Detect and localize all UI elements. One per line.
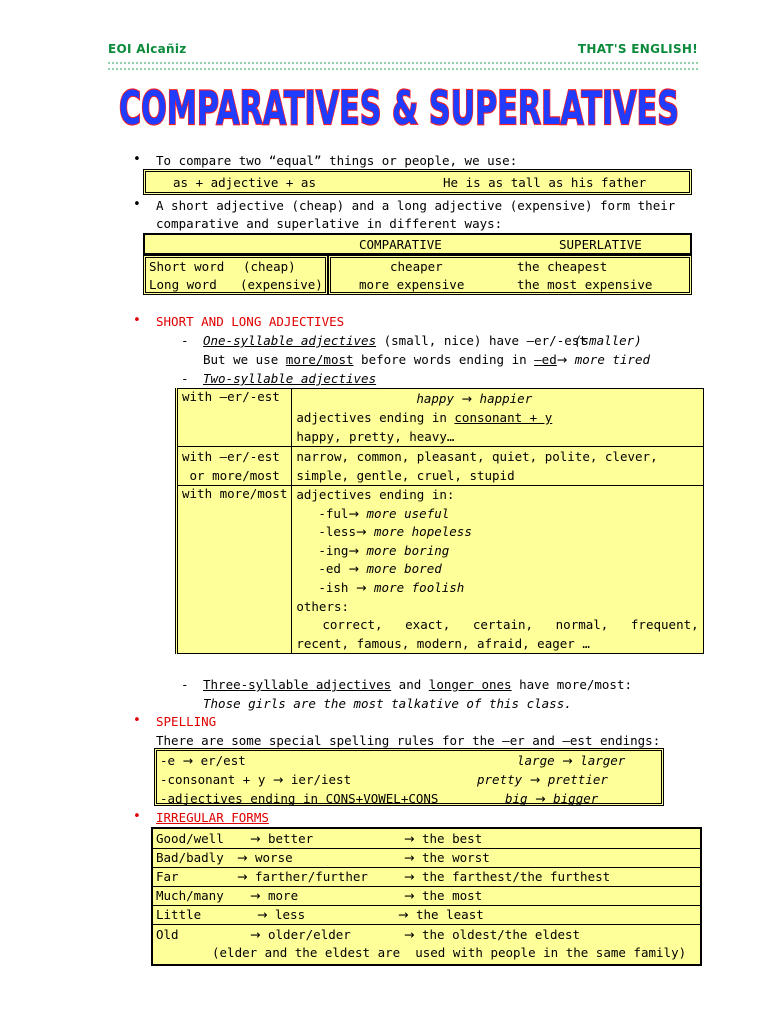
ending-suffix: -ing (318, 542, 349, 558)
irregular-superlative (404, 850, 490, 865)
comparative-value: worse (247, 850, 293, 865)
comparative-value: more (260, 888, 299, 903)
equal-formula: as + adjective + as (173, 175, 316, 190)
comparative-value: better (260, 831, 314, 846)
arrow-icon: → (250, 927, 261, 942)
elder-note: (elder and the eldest are used with people in the same family) (212, 945, 687, 960)
spelling-example (477, 772, 608, 787)
forms-header-row (143, 233, 692, 255)
long-superlative: the most expensive (517, 277, 653, 292)
others-heading: others: (296, 598, 350, 614)
comparative-value: older/elder (260, 927, 351, 942)
superlative-value: the oldest/the eldest (414, 927, 581, 942)
arrow-icon: → (461, 391, 473, 406)
ending-item (296, 505, 698, 524)
consonant-y-rule (296, 408, 698, 427)
col-comparative: COMPARATIVE (359, 237, 442, 252)
one-syllable-example: (smaller) (574, 333, 642, 348)
row-content (292, 447, 703, 486)
irregular-comparative (237, 850, 293, 865)
arrow-icon: → (237, 869, 248, 884)
ending-suffix: -less (318, 524, 356, 540)
ending-example: more hopeless (374, 524, 472, 540)
irregular-comparative (250, 927, 351, 942)
spelling-intro: There are some special spelling rules for the –er and –est endings: (156, 733, 661, 748)
but-prefix: But we use (203, 352, 286, 367)
ending-suffix: -ish (318, 579, 356, 595)
bullet-icon: • (133, 152, 141, 167)
spelling-example (505, 791, 598, 806)
but-example: more tired (567, 352, 651, 367)
arrow-icon: → (404, 927, 415, 942)
superlative-value: the farthest/the furthest (414, 869, 611, 884)
rule-ending: -consonant + y (160, 772, 266, 787)
example-base: big (505, 791, 528, 806)
others-list: recent, famous, modern, afraid, eager … (296, 635, 590, 651)
connector: and (391, 677, 429, 692)
row-label (177, 447, 292, 486)
arrow-icon: → (404, 888, 415, 903)
long-word-example: (expensive) (240, 277, 323, 292)
irregular-comparative (250, 888, 298, 903)
page-title (100, 72, 698, 142)
happy-comparative: happier (472, 391, 533, 406)
equal-box (143, 169, 692, 195)
arrow-icon: → (348, 561, 359, 577)
spelling-box (154, 748, 664, 806)
forms-intro-1: A short adjective (cheap) and a long adjective (expensive) form their (156, 198, 676, 213)
irregular-base: Good/well (156, 831, 224, 846)
irregular-base: Far (156, 869, 179, 884)
arrow-icon: → (257, 907, 268, 922)
arrow-icon: → (348, 542, 359, 558)
irregular-superlative (404, 831, 482, 846)
long-comparative: more expensive (359, 277, 465, 292)
rule-consonant-y: consonant + y (454, 410, 553, 425)
row-label-line: with –er/-est (182, 449, 280, 464)
table-row (153, 886, 700, 906)
example-list: narrow, common, pleasant, quiet, polite, clever, (296, 449, 658, 464)
short-word-label: Short word (149, 259, 225, 274)
three-syllable-label: Three-syllable adjectives (203, 677, 392, 692)
dash-icon: - (181, 333, 189, 348)
arrow-icon: → (529, 772, 541, 787)
example-result: prettier (540, 772, 608, 787)
comparative-value: farther/further (247, 869, 368, 884)
ending-item (296, 579, 698, 598)
spelling-heading: SPELLING (156, 714, 217, 729)
irregular-base: Old (156, 927, 179, 942)
one-syllable-label: One-syllable adjectives (203, 333, 377, 348)
endings-heading: adjectives ending in: (296, 487, 455, 502)
spelling-example (517, 753, 625, 768)
but-line (203, 352, 650, 367)
row-label: with –er/-est (177, 389, 292, 447)
arrow-icon: → (404, 831, 415, 846)
example-base: large (517, 753, 555, 768)
row-label-line: or more/most (182, 468, 280, 483)
arrow-icon: → (272, 772, 284, 787)
three-syllable-line (203, 677, 632, 692)
table-row (177, 389, 704, 447)
superlative-value: the worst (414, 850, 490, 865)
irregular-superlative (398, 907, 484, 922)
example-result: bigger (545, 791, 599, 806)
table-row (177, 486, 704, 654)
header-divider (108, 62, 698, 70)
spelling-rule (160, 753, 246, 768)
irregular-superlative (404, 927, 580, 942)
spelling-rule (160, 791, 438, 806)
but-middle: before words ending in (353, 352, 535, 367)
col-superlative: SUPERLATIVE (559, 237, 642, 252)
forms-intro-2: comparative and superlative in different ways: (156, 216, 503, 231)
table-row (153, 829, 700, 849)
one-syllable-line (203, 333, 587, 348)
arrow-icon: → (404, 869, 415, 884)
arrow-icon: → (182, 753, 194, 768)
arrow-icon: → (348, 505, 359, 521)
ending-example: more useful (366, 505, 450, 521)
irregular-base: Little (156, 907, 202, 922)
irregular-table (151, 827, 702, 966)
table-row (177, 447, 704, 486)
table-row (153, 924, 700, 964)
bullet-icon: • (133, 809, 141, 824)
arrow-icon: → (356, 579, 367, 595)
arrow-icon: → (556, 352, 568, 367)
dash-icon: - (181, 677, 189, 692)
arrow-icon: → (356, 524, 367, 540)
header-school: EOI Alcañiz (108, 42, 187, 56)
short-word-example: (cheap) (243, 259, 296, 274)
rule-prefix: adjectives ending in (296, 410, 455, 425)
irregular-heading: IRREGULAR FORMS (156, 810, 269, 825)
ending-suffix: -ful (318, 505, 349, 521)
superlative-value: the least (408, 907, 484, 922)
irregular-base: Bad/badly (156, 850, 224, 865)
irregular-superlative (404, 888, 482, 903)
short-comparative: cheaper (390, 259, 443, 274)
rule-ending: -e (160, 753, 176, 768)
comparative-value: less (267, 907, 306, 922)
ending-item (296, 542, 698, 561)
row-label: with more/most (177, 486, 292, 654)
happy-base: happy (416, 391, 454, 406)
arrow-icon: → (398, 907, 409, 922)
equal-example: He is as tall as his father (443, 175, 647, 190)
irregular-superlative (404, 869, 610, 884)
ending-suffix: -ed (318, 561, 349, 577)
arrow-icon: → (404, 850, 415, 865)
example-list: happy, pretty, heavy… (296, 429, 455, 444)
row-content (292, 389, 703, 447)
ending-example: more bored (366, 561, 442, 577)
short-superlative: the cheapest (517, 259, 608, 274)
example-base: pretty (477, 772, 523, 787)
spelling-rule (160, 772, 351, 787)
long-word-label: Long word (149, 277, 217, 292)
rule-result: er/est (193, 753, 246, 768)
longer-ones-label: longer ones (428, 677, 512, 692)
rule-ending: -adjectives ending in CONS+VOWEL+CONS (160, 791, 439, 806)
ending-item (296, 560, 698, 579)
irregular-base: Much/many (156, 888, 224, 903)
arrow-icon: → (250, 888, 261, 903)
equal-intro: To compare two “equal” things or people, we use: (156, 153, 518, 168)
header-course: THAT'S ENGLISH! (577, 42, 698, 56)
but-ed: –ed (534, 352, 557, 367)
table-row (153, 867, 700, 887)
happy-example (296, 389, 698, 408)
table-row (153, 905, 700, 925)
example-list: simple, gentle, cruel, stupid (296, 468, 515, 483)
ending-example: more boring (366, 542, 450, 558)
three-syllable-rule: have more/most: (511, 677, 633, 692)
dash-icon: - (181, 371, 189, 386)
three-syllable-example: Those girls are the most talkative of this class. (203, 696, 572, 711)
superlative-value: the best (414, 831, 483, 846)
arrow-icon: → (535, 791, 546, 806)
ending-item (296, 523, 698, 542)
arrow-icon: → (562, 753, 573, 768)
ending-example: more foolish (374, 579, 465, 595)
one-syllable-rule: (small, nice) have –er/-est (376, 333, 587, 348)
arrow-icon: → (250, 831, 261, 846)
example-result: larger (572, 753, 626, 768)
others-list: correct, exact, certain, normal, frequent, (322, 617, 699, 633)
but-more-most: more/most (285, 352, 354, 367)
two-syllable-table (175, 388, 704, 654)
bullet-icon: • (133, 713, 141, 728)
row-content (292, 486, 703, 654)
irregular-comparative (237, 869, 368, 884)
arrow-icon: → (237, 850, 248, 865)
page-title-text: COMPARATIVES & SUPERLATIVES (119, 81, 679, 135)
two-syllable-label: Two-syllable adjectives (203, 371, 377, 386)
rule-result: ier/iest (283, 772, 352, 787)
bullet-icon: • (133, 197, 141, 212)
irregular-comparative (257, 907, 305, 922)
irregular-comparative (250, 831, 313, 846)
forms-values-cell (328, 255, 692, 295)
forms-label-cell (143, 255, 328, 295)
bullet-icon: • (133, 313, 141, 328)
table-row (153, 848, 700, 868)
short-long-heading: SHORT AND LONG ADJECTIVES (156, 314, 345, 329)
superlative-value: the most (414, 888, 483, 903)
